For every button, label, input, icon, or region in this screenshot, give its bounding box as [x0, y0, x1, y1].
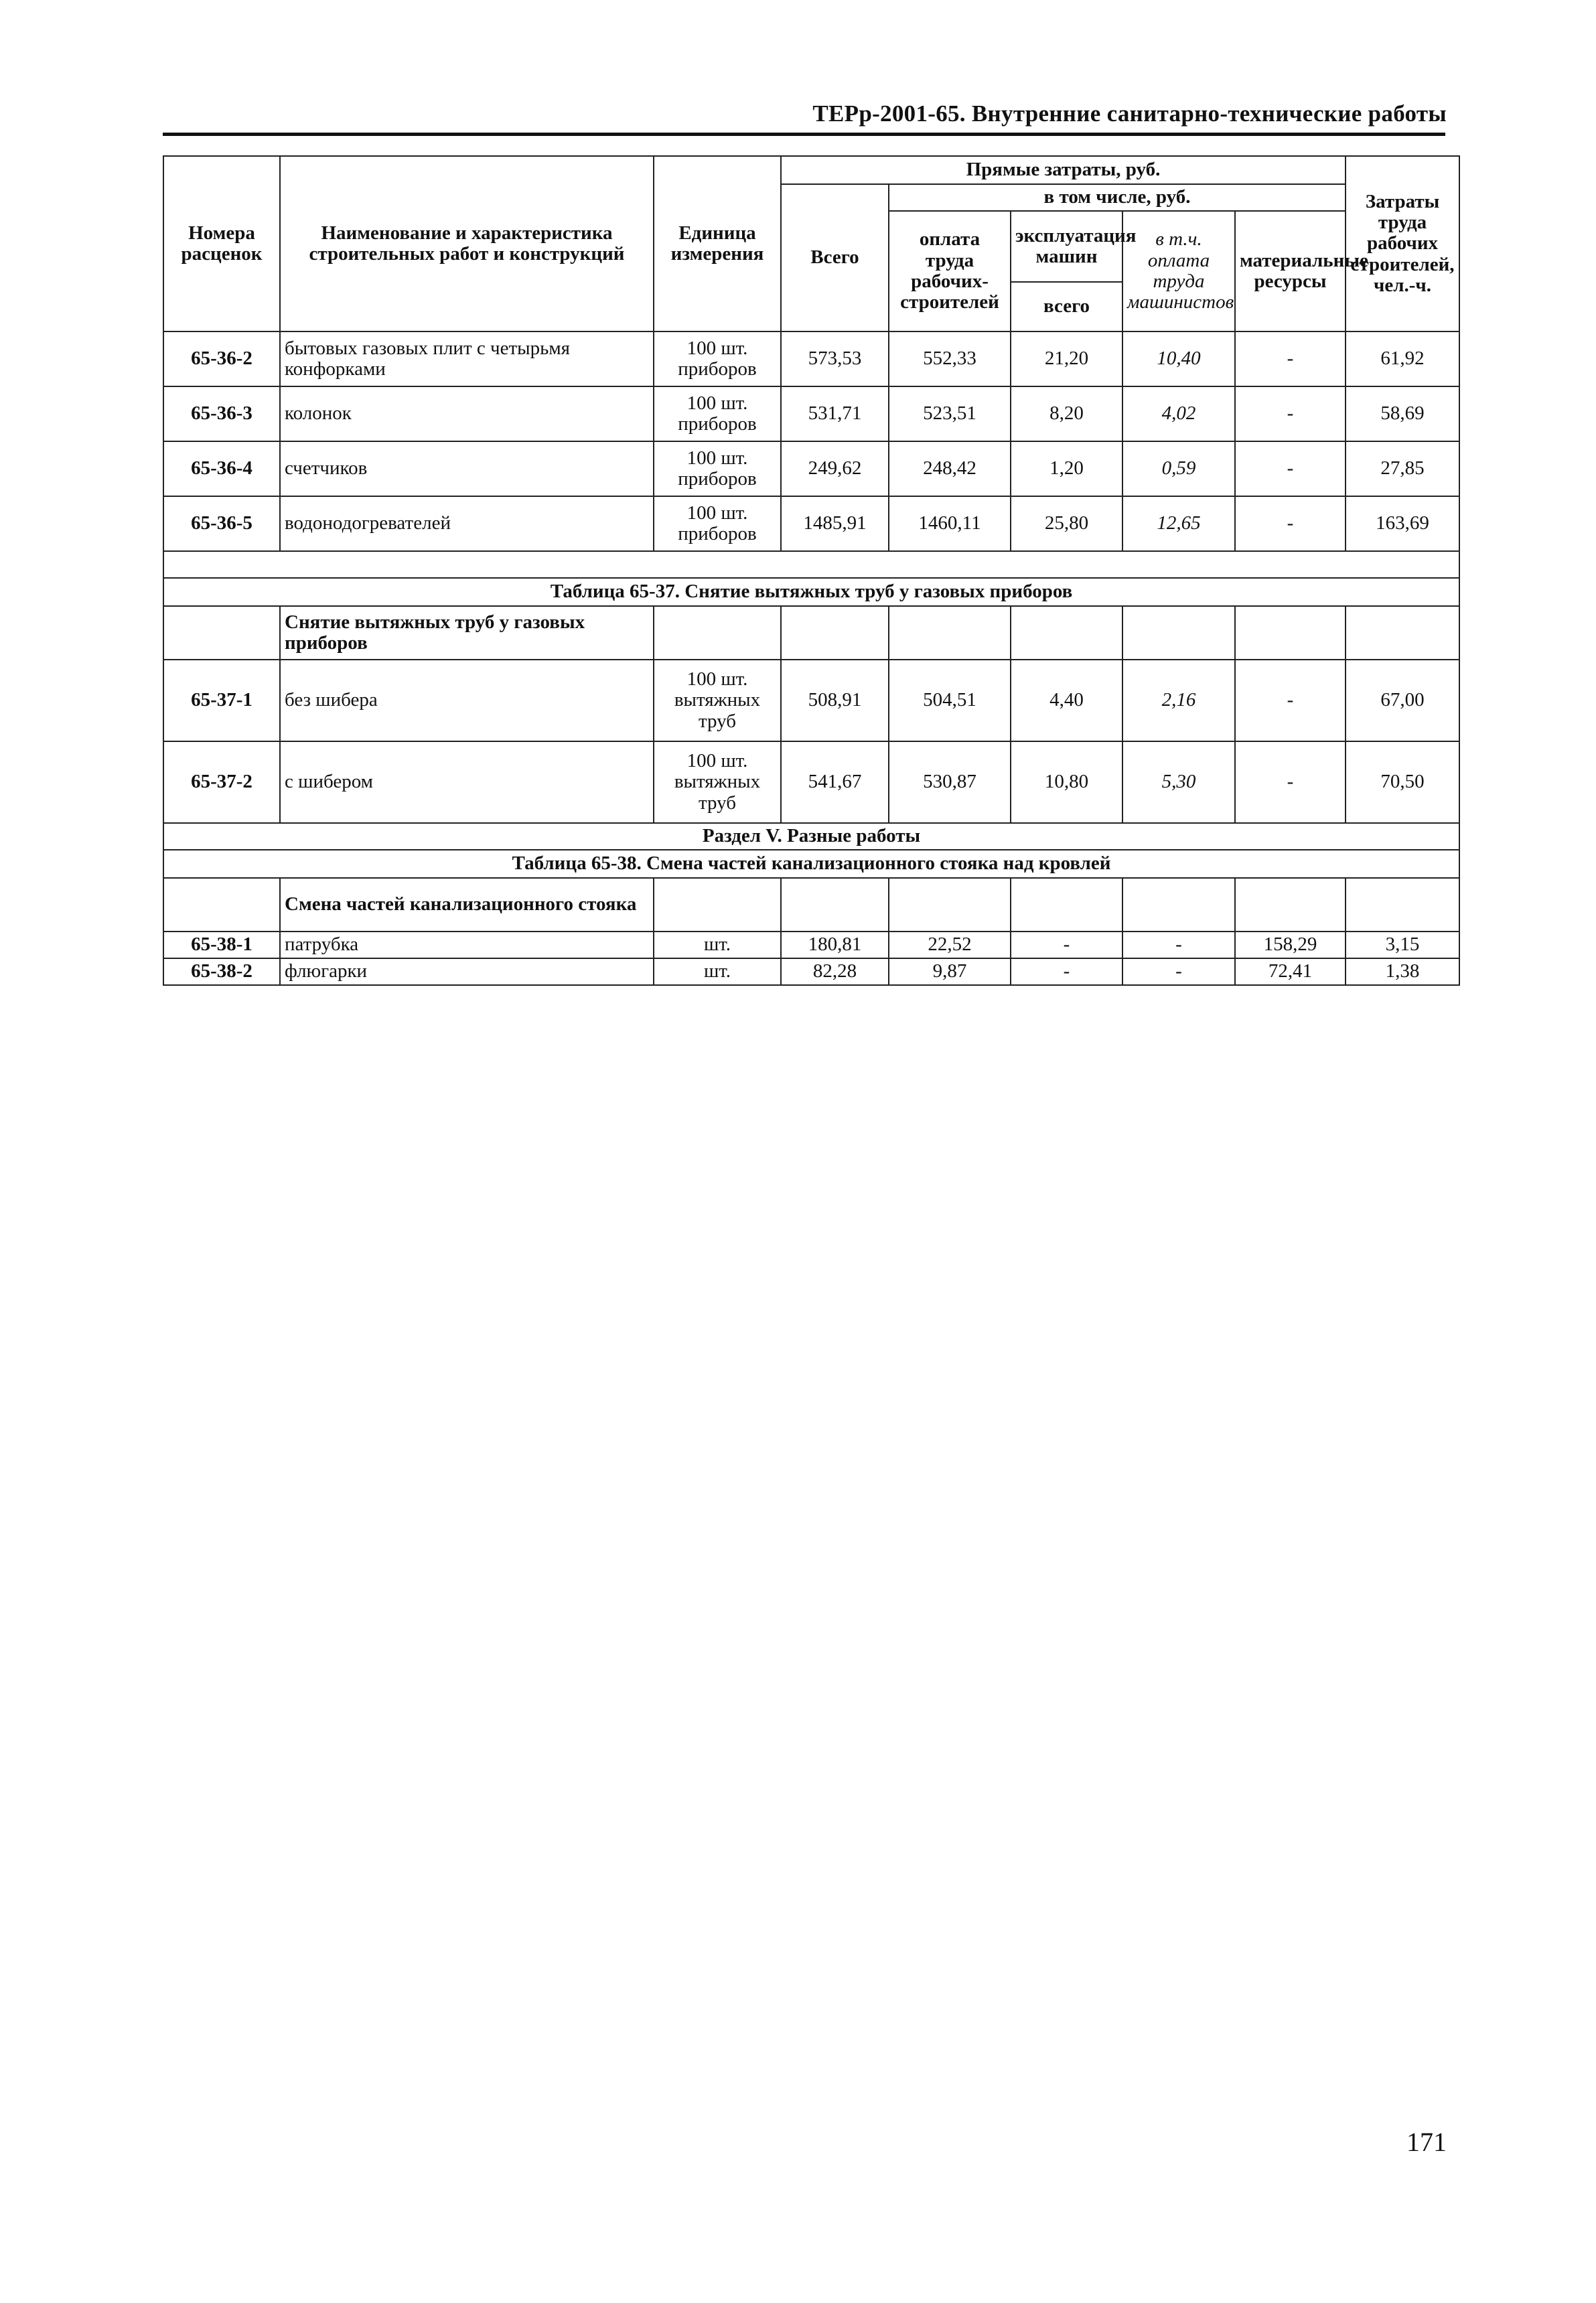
empty-cell [163, 878, 280, 932]
rate-code: 65-36-2 [163, 331, 280, 386]
rate-code: 65-36-5 [163, 496, 280, 551]
group-row [163, 878, 1459, 932]
empty-cell [1011, 606, 1122, 660]
spacer-cell [163, 551, 1459, 578]
operator-pay: 0,59 [1122, 441, 1235, 496]
header-row-1 [163, 156, 1459, 184]
group-name: Снятие вытяжных труб у газовых приборов [280, 606, 654, 660]
empty-cell [889, 878, 1011, 932]
worker-pay: 248,42 [889, 441, 1011, 496]
section-5-caption: Раздел V. Разные работы [163, 823, 1459, 850]
table-caption-row [163, 850, 1459, 878]
empty-cell [654, 606, 781, 660]
unit: шт. [654, 932, 781, 958]
work-name: счетчиков [280, 441, 654, 496]
operator-pay: - [1122, 958, 1235, 985]
unit: 100 шт. вытяжных труб [654, 741, 781, 823]
materials-cost: - [1235, 660, 1346, 741]
total-header: Всего [781, 184, 889, 331]
direct-costs-header: Прямые затраты, руб. [781, 156, 1346, 184]
empty-cell [654, 878, 781, 932]
worker-pay: 552,33 [889, 331, 1011, 386]
work-name: водонодогревателей [280, 496, 654, 551]
col-name-header: Наименование и характеристика строительных работ и конструкций [280, 156, 654, 331]
operator-pay: 12,65 [1122, 496, 1235, 551]
empty-cell [1122, 878, 1235, 932]
materials-cost: 158,29 [1235, 932, 1346, 958]
total-cost: 508,91 [781, 660, 889, 741]
operator-pay: 10,40 [1122, 331, 1235, 386]
col-code-header: Номера расценок [163, 156, 280, 331]
section-caption-row [163, 823, 1459, 850]
rates-table [163, 155, 1460, 986]
worker-pay: 523,51 [889, 386, 1011, 441]
total-cost: 180,81 [781, 932, 889, 958]
rate-code: 65-37-1 [163, 660, 280, 741]
unit: 100 шт. приборов [654, 496, 781, 551]
total-cost: 82,28 [781, 958, 889, 985]
machine-cost: 8,20 [1011, 386, 1122, 441]
empty-cell [1122, 606, 1235, 660]
machine-cost: 21,20 [1011, 331, 1122, 386]
work-name: колонок [280, 386, 654, 441]
empty-cell [1346, 606, 1459, 660]
empty-cell [1235, 878, 1346, 932]
rate-code: 65-38-1 [163, 932, 280, 958]
materials-cost: - [1235, 331, 1346, 386]
header-rule [163, 133, 1445, 136]
worker-pay-header: оплата труда рабочих-строителей [889, 211, 1011, 331]
worker-pay: 9,87 [889, 958, 1011, 985]
labor-hours: 163,69 [1346, 496, 1459, 551]
materials-cost: - [1235, 386, 1346, 441]
empty-cell [781, 878, 889, 932]
materials-cost: 72,41 [1235, 958, 1346, 985]
operator-pay: 4,02 [1122, 386, 1235, 441]
labor-hours: 27,85 [1346, 441, 1459, 496]
table-row [163, 496, 1459, 551]
total-cost: 531,71 [781, 386, 889, 441]
table-38-caption: Таблица 65-38. Смена частей канализационного стояка над кровлей [163, 850, 1459, 878]
labor-hours: 1,38 [1346, 958, 1459, 985]
empty-cell [163, 606, 280, 660]
machine-cost: 4,40 [1011, 660, 1122, 741]
unit: шт. [654, 958, 781, 985]
machine-cost: - [1011, 932, 1122, 958]
materials-header: материальные ресурсы [1235, 211, 1346, 331]
group-name: Смена частей канализационного стояка [280, 878, 654, 932]
unit: 100 шт. приборов [654, 386, 781, 441]
rate-code: 65-36-3 [163, 386, 280, 441]
total-cost: 541,67 [781, 741, 889, 823]
rate-code: 65-38-2 [163, 958, 280, 985]
labor-hours: 70,50 [1346, 741, 1459, 823]
worker-pay: 530,87 [889, 741, 1011, 823]
table-row [163, 386, 1459, 441]
operator-pay-header: в т.ч. оплата труда машинистов [1122, 211, 1235, 331]
document-header-title: ТЕРр-2001-65. Внутренние санитарно-технические работы [812, 100, 1447, 127]
table-caption-row [163, 578, 1459, 606]
unit: 100 шт. приборов [654, 331, 781, 386]
materials-cost: - [1235, 496, 1346, 551]
labor-hours: 3,15 [1346, 932, 1459, 958]
work-name: с шибером [280, 741, 654, 823]
rate-code: 65-36-4 [163, 441, 280, 496]
operator-pay: 5,30 [1122, 741, 1235, 823]
group-row [163, 606, 1459, 660]
unit: 100 шт. приборов [654, 441, 781, 496]
worker-pay: 1460,11 [889, 496, 1011, 551]
labor-hours: 61,92 [1346, 331, 1459, 386]
labor-hours: 67,00 [1346, 660, 1459, 741]
empty-cell [1011, 878, 1122, 932]
including-header: в том числе, руб. [889, 184, 1346, 211]
spacer-row [163, 551, 1459, 578]
empty-cell [889, 606, 1011, 660]
unit: 100 шт. вытяжных труб [654, 660, 781, 741]
machine-cost: 1,20 [1011, 441, 1122, 496]
machine-total-header: всего [1011, 282, 1122, 331]
table-row [163, 441, 1459, 496]
table-row [163, 331, 1459, 386]
machine-ops-header: эксплуатация машин [1011, 211, 1122, 282]
worker-pay: 22,52 [889, 932, 1011, 958]
empty-cell [1235, 606, 1346, 660]
page-number: 171 [1406, 2127, 1447, 2157]
machine-cost: 10,80 [1011, 741, 1122, 823]
total-cost: 249,62 [781, 441, 889, 496]
table-row [163, 958, 1459, 985]
operator-pay: 2,16 [1122, 660, 1235, 741]
labor-hours: 58,69 [1346, 386, 1459, 441]
empty-cell [1346, 878, 1459, 932]
labor-header: Затраты труда рабочих строителей, чел.-ч. [1346, 156, 1459, 331]
work-name: флюгарки [280, 958, 654, 985]
empty-cell [781, 606, 889, 660]
table-row [163, 932, 1459, 958]
rate-code: 65-37-2 [163, 741, 280, 823]
work-name: без шибера [280, 660, 654, 741]
operator-pay: - [1122, 932, 1235, 958]
materials-cost: - [1235, 441, 1346, 496]
total-cost: 573,53 [781, 331, 889, 386]
work-name: бытовых газовых плит с четырьмя конфорками [280, 331, 654, 386]
worker-pay: 504,51 [889, 660, 1011, 741]
table-row [163, 660, 1459, 741]
work-name: патрубка [280, 932, 654, 958]
table-37-caption: Таблица 65-37. Снятие вытяжных труб у газовых приборов [163, 578, 1459, 606]
machine-cost: - [1011, 958, 1122, 985]
table-row [163, 741, 1459, 823]
total-cost: 1485,91 [781, 496, 889, 551]
col-unit-header: Единица измерения [654, 156, 781, 331]
machine-cost: 25,80 [1011, 496, 1122, 551]
materials-cost: - [1235, 741, 1346, 823]
